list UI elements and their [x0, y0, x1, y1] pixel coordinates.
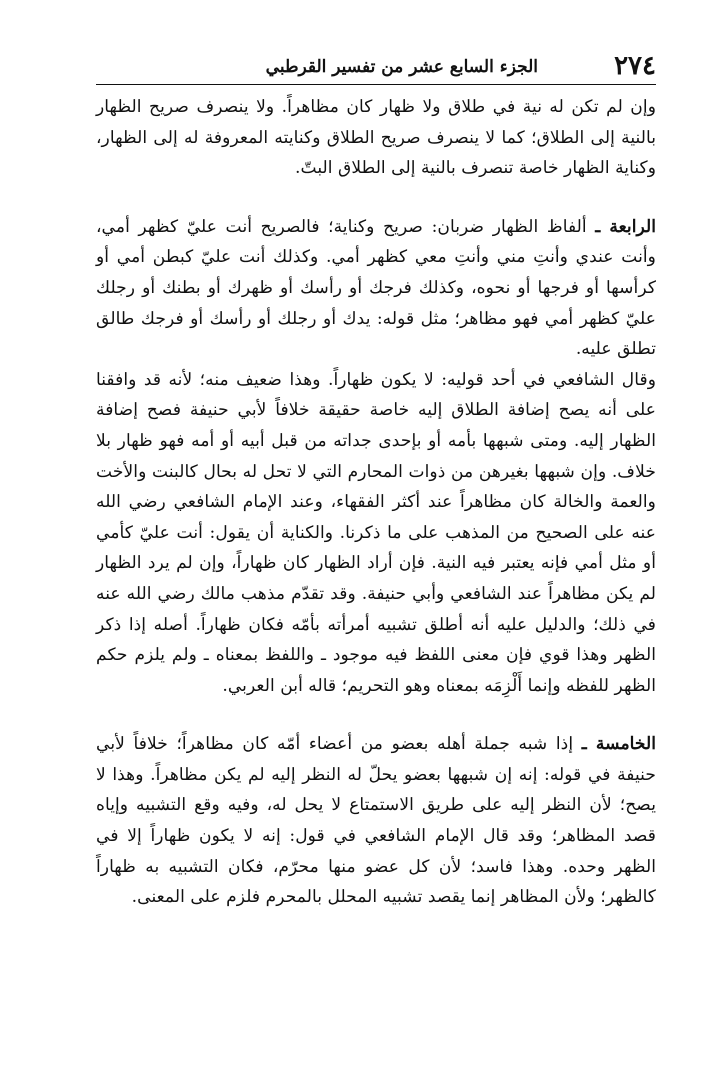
page-number: ٢٧٤: [614, 51, 656, 81]
issue-label: الرابعة ـ: [595, 216, 656, 237]
paragraph-text: ألفاظ الظهار ضربان: صريح وكناية؛ فالصريح أنت عليّ كظهر أمي، وأنت عندي وأنتِ مني وأنتِ معي كظهر أمي. وكذلك أنت عليّ كبطن أمي أو كرأسها أو فرجها أو نحوه، وكذلك فرجك أو رأسك أو ظهرك أو بطنك أو رجلك عليّ كظهر أمي فهو مظاهر؛ مثل قوله: يدك أو رجلك أو رأسك أو فرجك طالق تطلق عليه.: [96, 216, 656, 360]
paragraph-fifth-issue: [96, 729, 656, 913]
issue-label: الخامسة ـ: [581, 734, 656, 755]
paragraph-shafii-view: [96, 365, 656, 702]
running-title: الجزء السابع عشر من تفسير القرطبي: [265, 57, 538, 77]
paragraph-text: إذا شبه جملة أهله بعضو من أعضاء أمّه كان مظاهراً؛ خلافاً لأبي حنيفة في قوله: إنه إن شبهها بعضو يحلّ له النظر إليه لم يكن مظاهراً. وهذا لا يصح؛ لأن النظر إليه على طريق الاستمتاع لا يحل له، وفيه وقع التشبيه وإياه قصد المظاهر؛ وقد قال الإمام الشافعي في قول: إنه لا يكون ظهاراً إلا في الظهر وحده. وهذا فاسد؛ لأن كل عضو منها محرّم، فكان التشبيه به ظهاراً كالظهر؛ ولأن المظاهر إنما يقصد تشبيه المحلل بالمحرم فلزم على المعنى.: [96, 734, 656, 908]
paragraph-text: وقال الشافعي في أحد قوليه: لا يكون ظهاراً. وهذا ضعيف منه؛ لأنه قد وافقنا على أنه يصح إضافة الطلاق إليه خاصة حقيقة خلافاً لأبي حنيفة فصح إضافة الظهار إليه. ومتى شبهها بأمه أو بإحدى جداته من قبل أبيه أو أمه فهو ظهار بلا خلاف. وإن شبهها بغيرهن من ذوات المحارم التي لا تحل له بحال كالبنت والأخت والعمة والخالة كان مظاهراً عند أكثر الفقهاء، وعند الإمام الشافعي رضي الله عنه على الصحيح من المذهب على ما ذكرنا. والكناية أن يقول: أنت عليّ كأمي أو مثل أمي فإنه يعتبر فيه النية. فإن أراد الظهار كان ظهاراً، وإن لم يرد الظهار لم يكن مظاهراً عند الشافعي وأبي حنيفة. وقد تقدّم مذهب مالك رضي الله عنه في ذلك؛ والدليل عليه أنه أطلق تشبيه أمرأته بأمّه فكان ظهاراً. أصله إذا ذكر الظهر وهذا قوي فإن معنى اللفظ فيه موجود ـ واللفظ بمعناه ـ ولم يلزم حكم الظهر للفظه وإنما أَلْزِمَه بمعناه وهو التحريم؛ قاله أبن العربي.: [96, 369, 656, 696]
paragraph-text: وإن لم تكن له نية في طلاق ولا ظهار كان مظاهراً. ولا ينصرف صريح الظهار بالنية إلى الطلاق؛ كما لا ينصرف صريح الطلاق وكنايته المعروفة له إلى الظهار، وكناية الظهار خاصة تنصرف بالنية إلى الطلاق البتّ.: [96, 97, 656, 179]
paragraph-continuation: [96, 92, 656, 184]
page-header: [96, 48, 656, 85]
paragraph-fourth-issue: [96, 212, 656, 365]
body-text: [96, 92, 656, 913]
